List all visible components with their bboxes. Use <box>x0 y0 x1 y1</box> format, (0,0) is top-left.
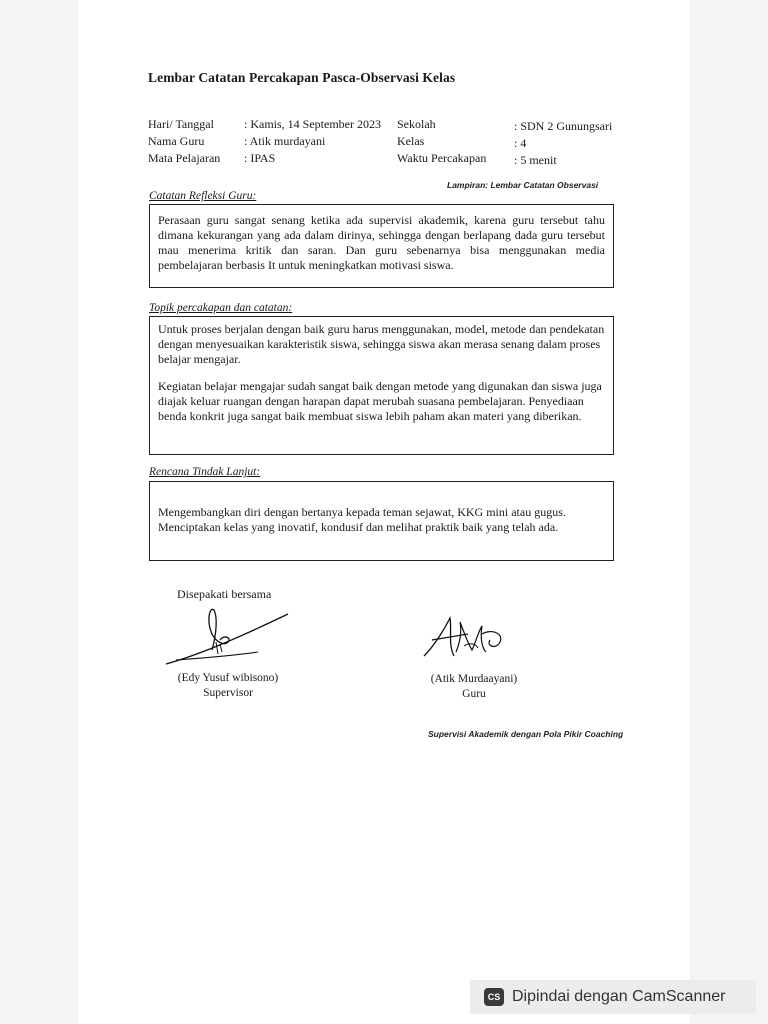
meta-value-subject: : IPAS <box>244 151 276 165</box>
meta-left-labels <box>148 116 220 167</box>
meta-label-school: Sekolah <box>397 117 436 131</box>
follow-up-label: Rencana Tindak Lanjut: <box>149 466 261 478</box>
meta-label-subject: Mata Pelajaran <box>148 151 221 165</box>
supervisor-block <box>166 671 290 701</box>
topic-paragraph-1: Untuk proses berjalan dengan baik guru harus menggunakan, model, metode dan pendekatan dengan menyesuaikan karakteristik siswa, sehingga siswa akan merasa senang dalam proses belajar mengajar. <box>158 322 605 366</box>
camscanner-badge <box>470 980 756 1014</box>
meta-label-duration: Waktu Percakapan <box>397 151 487 165</box>
teacher-name: (Atik Murdaayani) <box>430 673 518 685</box>
teacher-block <box>418 672 530 702</box>
meta-value-class: : 4 <box>514 136 527 150</box>
topic-paragraph-2: Kegiatan belajar mengajar sudah sangat baik dengan metode yang digunakan dan siswa juga diajak keluar ruangan dengan harapan dapat merubah suasana pembelajaran. Penyediaan benda konkrit juga sangat baik membuat siswa lebih paham akan materi yang diberikan. <box>158 379 602 423</box>
camscanner-logo-icon: CS <box>484 988 504 1006</box>
meta-label-class: Kelas <box>397 134 425 148</box>
attachment-note: Lampiran: Lembar Catatan Observasi <box>447 180 599 190</box>
follow-up-paragraph: Mengembangkan diri dengan bertanya kepada teman sejawat, KKG mini atau gugus. Menciptakan kelas yang inovatif, kondusif dan melihat praktik baik yang telah ada. <box>158 505 566 534</box>
meta-value-teacher: : Atik murdayani <box>244 134 326 148</box>
reflection-label: Catatan Refleksi Guru: <box>149 190 257 202</box>
agreement-caption: Disepakati bersama <box>177 587 272 601</box>
meta-right-values <box>514 118 612 169</box>
reflection-text: Perasaan guru sangat senang ketika ada supervisi akademik, karena guru tersebut tahu dimana kekurangan yang ada dalam dirinya, sehingga dengan berlapang dada guru tersebut mau menerima kritik dan saran. Dan guru sebenarnya bisa menggunakan media pembelajaran berbasis It untuk meningkatkan motivasi siswa. <box>158 213 605 272</box>
meta-value-date: : Kamis, 14 September 2023 <box>244 117 381 131</box>
document-title: Lembar Catatan Percakapan Pasca-Observasi Kelas <box>148 70 456 85</box>
meta-label-teacher: Nama Guru <box>148 134 205 148</box>
meta-value-school: : SDN 2 Gunungsari <box>514 119 613 133</box>
supervisor-role: Supervisor <box>203 687 253 699</box>
meta-left-values <box>244 116 381 167</box>
reflection-box <box>149 204 614 288</box>
topic-box <box>149 316 614 455</box>
supervisor-signature <box>162 606 294 670</box>
teacher-signature <box>420 612 512 664</box>
camscanner-text: Dipindai dengan CamScanner <box>512 988 726 1005</box>
meta-label-date: Hari/ Tanggal <box>148 117 214 131</box>
topic-label: Topik percakapan dan catatan: <box>149 302 293 314</box>
footer-note: Supervisi Akademik dengan Pola Pikir Coaching <box>428 729 624 739</box>
meta-right-labels <box>397 116 486 167</box>
teacher-role: Guru <box>462 688 486 700</box>
supervisor-name: (Edy Yusuf wibisono) <box>177 672 279 684</box>
follow-up-box <box>149 481 614 561</box>
meta-value-duration: : 5 menit <box>514 153 557 167</box>
